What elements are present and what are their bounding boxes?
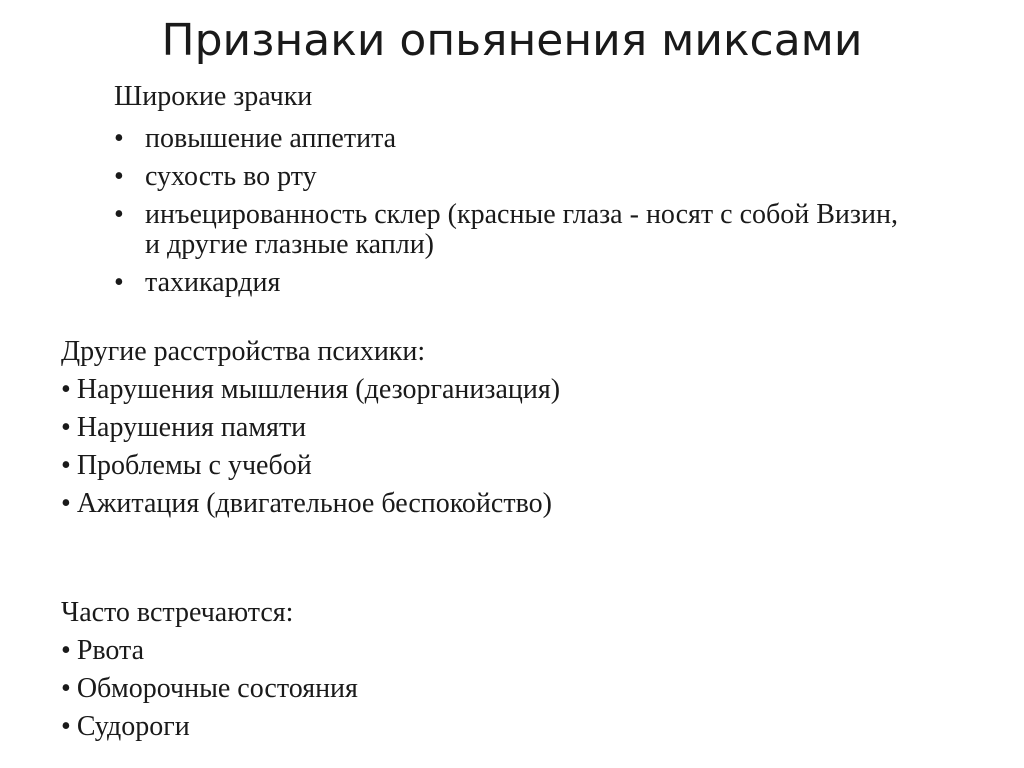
- slide-title: Признаки опьянения миксами: [161, 15, 863, 66]
- bullet-list: [114, 124, 914, 298]
- list-item-text: Рвота: [76, 635, 145, 666]
- list-item-text: Судороги: [76, 711, 190, 742]
- list-item-text: тахикардия: [145, 267, 281, 298]
- list-item: [114, 162, 914, 192]
- list-item: [61, 371, 961, 409]
- section-frequent: [61, 594, 961, 746]
- section-other-disorders: [61, 333, 961, 523]
- bullet-icon: •: [61, 488, 71, 519]
- list-item: [61, 409, 961, 447]
- bullet-icon: •: [61, 374, 71, 405]
- bullet-icon: •: [61, 412, 71, 443]
- list-item: [114, 124, 914, 154]
- list-item-text: повышение аппетита: [145, 123, 397, 154]
- list-item-text: инъецированность склер (красные глаза - носят с собой Визин, и другие глазные капли): [145, 199, 898, 260]
- section-heading: Часто встречаются:: [61, 597, 294, 628]
- list-item-text: Ажитация (двигательное беспокойство): [76, 488, 552, 519]
- list-item-text: Обморочные состояния: [76, 673, 358, 704]
- list-item: [114, 200, 914, 260]
- list-item: [61, 670, 961, 708]
- list-item-text: сухость во рту: [145, 161, 317, 192]
- list-item: [61, 632, 961, 670]
- bullet-list: [61, 632, 961, 746]
- list-item-text: Нарушения мышления (дезорганизация): [76, 374, 561, 405]
- list-item: [61, 447, 961, 485]
- bullet-icon: •: [61, 450, 71, 481]
- bullet-list: [61, 371, 961, 523]
- list-item-text: Проблемы с учебой: [76, 450, 312, 481]
- section-wide-pupils: [114, 78, 914, 298]
- bullet-icon: •: [114, 267, 124, 298]
- list-item-text: Нарушения памяти: [76, 412, 307, 443]
- section-heading: Широкие зрачки: [114, 81, 313, 112]
- bullet-icon: •: [114, 161, 124, 192]
- bullet-icon: •: [61, 673, 71, 704]
- list-item: [61, 485, 961, 523]
- list-item: [114, 268, 914, 298]
- list-item: [61, 708, 961, 746]
- bullet-icon: •: [114, 123, 124, 154]
- bullet-icon: •: [61, 635, 71, 666]
- bullet-icon: •: [61, 711, 71, 742]
- section-heading: Другие расстройства психики:: [61, 336, 426, 367]
- bullet-icon: •: [114, 199, 124, 230]
